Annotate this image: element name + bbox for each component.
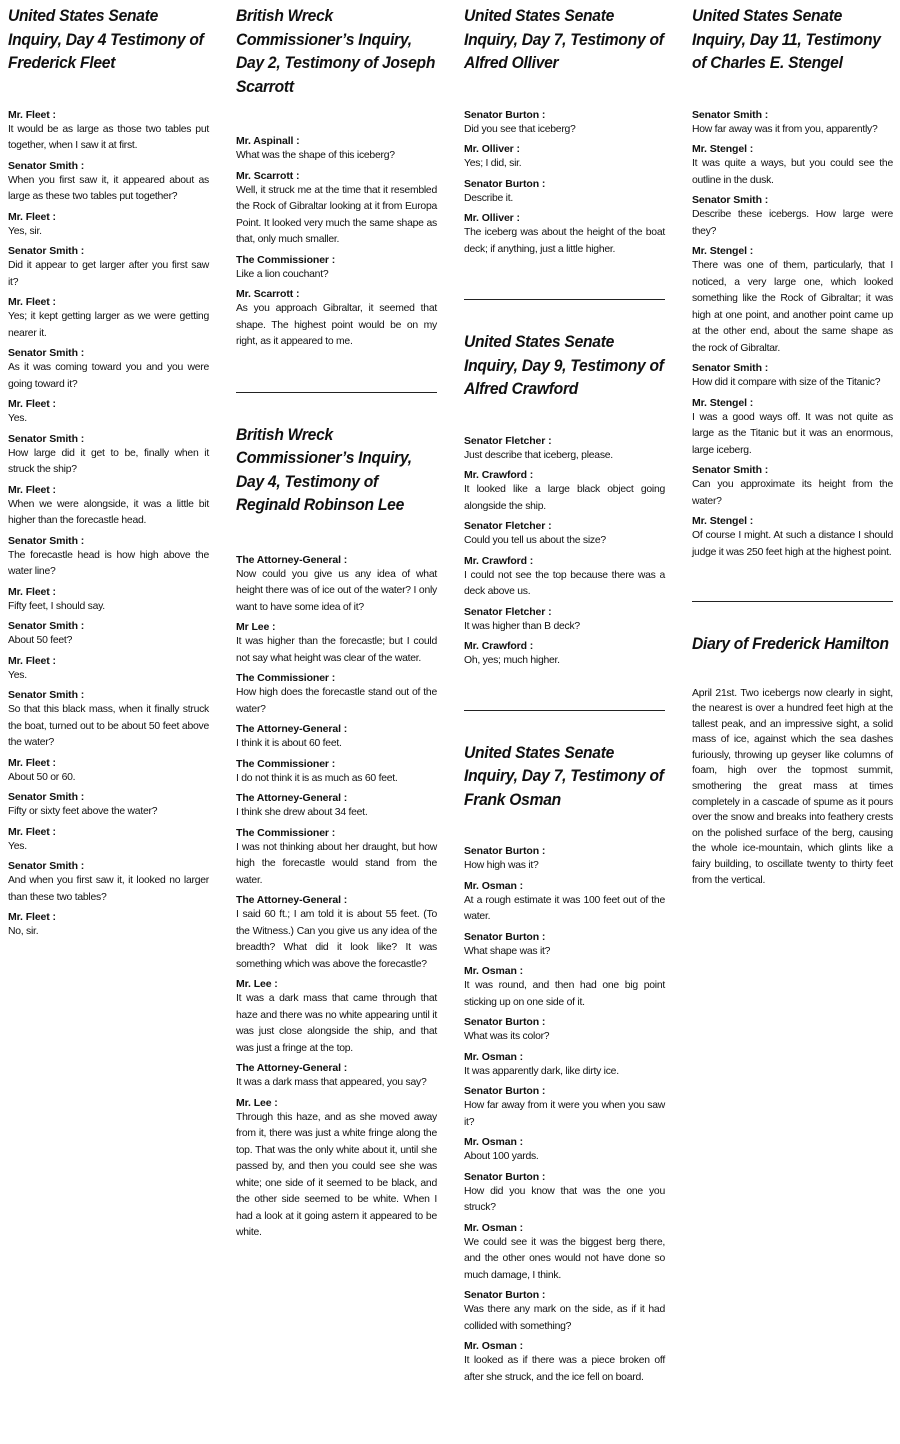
speaker-label: Mr. Stengel : xyxy=(692,396,754,409)
speaker-label: Mr. Fleet : xyxy=(8,210,56,223)
section-olliver xyxy=(464,4,665,258)
speaker-label: Senator Smith : xyxy=(692,362,769,374)
testimony-text: How high does the forecastle stand out of the water? xyxy=(236,687,437,715)
testimony-text: Well, it struck me at the time that it resembled the Rock of Gibraltar looking at it from Europa Point. It looked very much the same shape as that, only much smaller. xyxy=(236,184,437,245)
section-divider xyxy=(236,392,437,393)
speaker-label: Senator Smith : xyxy=(692,194,769,206)
speaker-label: Senator Burton : xyxy=(464,1289,546,1301)
testimony-text: Of course I might. At such a distance I should judge it was 250 feet high at the highest point. xyxy=(692,530,893,558)
testimony-text: About 50 or 60. xyxy=(8,771,76,783)
speaker-label: Mr. Crawford : xyxy=(464,554,534,567)
testimony-text: What shape was it? xyxy=(464,945,551,957)
column-4 xyxy=(692,4,893,888)
speaker-label: Senator Smith : xyxy=(8,689,85,701)
testimony-text: It looked like a large black object going alongside the ship. xyxy=(464,484,665,512)
speaker-label: Mr. Crawford : xyxy=(464,469,534,481)
testimony-text: How far away from it were you when you saw it? xyxy=(464,1100,665,1128)
testimony-text: Just describe that iceberg, please. xyxy=(464,449,613,461)
section-lee xyxy=(236,423,437,1242)
speaker-label: The Attorney-General : xyxy=(236,894,348,906)
section-osman xyxy=(464,741,665,1387)
testimony-text: About 100 yards. xyxy=(464,1151,539,1162)
section-title: United States Senate Inquiry, Day 7, Testimony of Frank Osman xyxy=(464,742,664,809)
testimony-text: How high was it? xyxy=(464,860,539,871)
section-title: United States Senate Inquiry, Day 7, Testimony of Alfred Olliver xyxy=(464,6,664,72)
speaker-label: The Commissioner : xyxy=(236,757,336,770)
testimony-text: It was quite a ways, but you could see the outline in the dusk. xyxy=(692,158,893,186)
testimony-text: Yes. xyxy=(8,669,27,681)
column-1 xyxy=(8,4,209,941)
speaker-label: Mr. Olliver : xyxy=(464,212,520,224)
testimony-text: So that this black mass, when it finally struck the boat, turned out to be about 50 feet above the water? xyxy=(8,704,209,748)
testimony-text: It was a dark mass that came through that haze and there was no white appearing until it was just close alongside the ship, and that was just a fringe at the top. xyxy=(236,993,437,1054)
speaker-label: Mr. Fleet : xyxy=(8,585,56,598)
column-2 xyxy=(236,4,437,1242)
testimony-text: We could see it was the biggest berg there, and the other ones would not have done so much damage, I think. xyxy=(464,1236,665,1281)
testimony-text: How far away was it from you, apparently? xyxy=(692,123,878,135)
speaker-label: Mr. Osman : xyxy=(464,1050,523,1063)
speaker-label: Mr. Fleet : xyxy=(8,911,56,923)
testimony-text: Was there any mark on the side, as if it had collided with something? xyxy=(464,1304,665,1332)
section-stengel xyxy=(692,4,893,561)
speaker-label: Mr. Fleet : xyxy=(8,756,56,769)
dialogue xyxy=(236,135,437,351)
testimony-text: And when you first saw it, it looked no larger than these two tables? xyxy=(8,875,209,903)
testimony-text: Yes; it kept getting larger as we were getting nearer it. xyxy=(8,311,209,339)
speaker-label: Mr. Osman : xyxy=(464,879,523,892)
testimony-text: What was its color? xyxy=(464,1031,550,1042)
testimony-text: How large did it get to be, finally when it struck the ship? xyxy=(8,447,209,475)
speaker-label: Senator Smith : xyxy=(692,464,769,476)
section-hamilton xyxy=(692,632,893,888)
speaker-label: Senator Smith : xyxy=(8,791,85,803)
section-title: United States Senate Inquiry, Day 11, Testimony of Charles E. Stengel xyxy=(692,6,881,72)
speaker-label: Mr. Stengel : xyxy=(692,245,754,257)
testimony-text: When we were alongside, it was a little bit higher than the forecastle head. xyxy=(8,498,209,526)
testimony-text: It was higher than B deck? xyxy=(464,620,580,632)
speaker-label: Mr. Fleet : xyxy=(8,108,56,121)
speaker-label: Mr. Aspinall : xyxy=(236,135,300,147)
speaker-label: The Attorney-General : xyxy=(236,553,348,566)
testimony-text: No, sir. xyxy=(8,926,39,937)
testimony-text: As you approach Gibraltar, it seemed that shape. The highest point would be on my right, as it appeared to me. xyxy=(236,303,437,347)
speaker-label: Mr. Osman : xyxy=(464,965,523,977)
speaker-label: The Attorney-General : xyxy=(236,723,348,735)
testimony-text: Oh, yes; much higher. xyxy=(464,655,560,666)
testimony-text: It looked as if there was a piece broken off after she struck, and the ice fell on board. xyxy=(464,1355,665,1383)
column-3 xyxy=(464,4,665,1386)
testimony-text: It was round, and then had one big point sticking up on one side of it. xyxy=(464,980,665,1008)
testimony-text: Did it appear to get larger after you first saw it? xyxy=(8,260,209,288)
speaker-label: Mr. Scarrott : xyxy=(236,288,300,300)
dialogue xyxy=(692,109,893,562)
speaker-label: Senator Burton : xyxy=(464,845,546,857)
speaker-label: Senator Fletcher : xyxy=(464,520,552,532)
testimony-text: As it was coming toward you and you were going toward it? xyxy=(8,362,209,390)
testimony-text: I said 60 ft.; I am told it is about 55 feet. (To the Witness.) Can you give us any idea of the breadth? What did it look like? It was something which was above the forecastle? xyxy=(236,909,437,970)
testimony-text: Yes, sir. xyxy=(8,225,42,237)
testimony-text: The forecastle head is how high above the water line? xyxy=(8,549,209,577)
speaker-label: Senator Smith : xyxy=(8,159,85,172)
section-title: Diary of Frederick Hamilton xyxy=(692,634,889,653)
speaker-label: Senator Smith : xyxy=(8,860,85,872)
testimony-text: Yes. xyxy=(8,840,27,852)
testimony-text: Describe these icebergs. How large were they? xyxy=(692,209,893,237)
testimony-text: I was a good ways off. It was not quite as large as the Titanic but it was an enormous, large iceberg. xyxy=(692,411,893,456)
testimony-text: Now could you give us any idea of what height there was of ice out of the water? I only want to have some idea of it? xyxy=(236,568,437,613)
testimony-text: How did it compare with size of the Titanic? xyxy=(692,377,881,388)
section-divider xyxy=(464,710,665,711)
section-crawford xyxy=(464,330,665,670)
speaker-label: Mr. Osman : xyxy=(464,1221,523,1234)
speaker-label: Senator Burton : xyxy=(464,108,546,121)
testimony-text: When you first saw it, it appeared about as large as these two tables put together? xyxy=(8,174,209,202)
speaker-label: Mr. Fleet : xyxy=(8,296,56,308)
testimony-text: Yes; I did, sir. xyxy=(464,158,522,169)
section-title: British Wreck Commissioner’s Inquiry, Day 2, Testimony of Joseph Scarrott xyxy=(236,6,436,96)
testimony-text: Can you approximate its height from the water? xyxy=(692,479,893,507)
speaker-label: The Commissioner : xyxy=(236,826,336,839)
speaker-label: Senator Smith : xyxy=(8,347,85,359)
speaker-label: Mr. Fleet : xyxy=(8,398,56,410)
testimony-text: There was one of them, particularly, that I noticed, a very large one, which looked something like the Rock of Gibraltar; it was high at one point, and another point came up at the other end, about the same shape as the rock of Gibraltar. xyxy=(692,260,893,354)
dialogue xyxy=(464,435,665,670)
testimony-text: Through this haze, and as she moved away from it, there was just a white fringe along the top. That was the only white about it, until she passed by, and then you could see she was white; one side of it seemed to be black, and the other side seemed to be white. When I had a look at it going astern it appeared to be white. xyxy=(236,1111,437,1238)
speaker-label: Mr. Olliver : xyxy=(464,143,520,155)
speaker-label: The Attorney-General : xyxy=(236,1062,348,1074)
speaker-label: Senator Smith : xyxy=(8,534,85,547)
testimony-text: I could not see the top because there was a deck above us. xyxy=(464,569,665,597)
testimony-text: About 50 feet? xyxy=(8,635,73,646)
speaker-label: Mr. Osman : xyxy=(464,1136,523,1148)
testimony-text: Did you see that iceberg? xyxy=(464,123,576,135)
testimony-text: It was higher than the forecastle; but I could not say what height was clear of the water. xyxy=(236,636,437,664)
testimony-text: Fifty feet, I should say. xyxy=(8,600,105,612)
dialogue xyxy=(236,554,437,1242)
testimony-text: The iceberg was about the height of the boat deck; if anything, just a little higher. xyxy=(464,227,665,255)
speaker-label: The Commissioner : xyxy=(236,253,336,266)
speaker-label: Senator Burton : xyxy=(464,930,546,943)
speaker-label: Mr. Lee : xyxy=(236,978,278,990)
speaker-label: Mr. Fleet : xyxy=(8,825,56,838)
speaker-label: Mr. Fleet : xyxy=(8,654,56,667)
testimony-text: Describe it. xyxy=(464,192,513,204)
speaker-label: Senator Smith : xyxy=(692,108,769,121)
testimony-text: It was a dark mass that appeared, you say? xyxy=(236,1077,427,1088)
testimony-text: How did you know that was the one you struck? xyxy=(464,1185,665,1213)
speaker-label: Senator Smith : xyxy=(8,432,85,445)
section-title: British Wreck Commissioner’s Inquiry, Day 4, Testimony of Reginald Robinson Lee xyxy=(236,424,412,514)
speaker-label: Senator Burton : xyxy=(464,1170,546,1183)
speaker-label: Mr. Stengel : xyxy=(692,143,754,155)
speaker-label: Senator Fletcher : xyxy=(464,434,552,447)
section-title: United States Senate Inquiry, Day 4 Testimony of Frederick Fleet xyxy=(8,6,204,72)
speaker-label: The Attorney-General : xyxy=(236,792,348,804)
testimony-text: What was the shape of this iceberg? xyxy=(236,150,395,161)
testimony-text: At a rough estimate it was 100 feet out of the water. xyxy=(464,894,665,922)
speaker-label: Mr. Scarrott : xyxy=(236,169,300,182)
testimony-text: I do not think it is as much as 60 feet. xyxy=(236,772,398,784)
testimony-text: It was apparently dark, like dirty ice. xyxy=(464,1065,619,1077)
testimony-text: Like a lion couchant? xyxy=(236,268,329,280)
dialogue xyxy=(8,109,209,941)
speaker-label: Senator Smith : xyxy=(8,620,85,632)
speaker-label: The Commissioner : xyxy=(236,672,336,684)
speaker-label: Mr. Fleet : xyxy=(8,483,56,496)
speaker-label: Senator Smith : xyxy=(8,245,85,257)
testimony-text: Yes. xyxy=(8,413,27,424)
speaker-label: Senator Fletcher : xyxy=(464,605,552,618)
testimony-text: It would be as large as those two tables put together, when I saw it at first. xyxy=(8,123,209,151)
testimony-text: Could you tell us about the size? xyxy=(464,535,606,546)
section-divider xyxy=(464,299,665,300)
section-divider xyxy=(692,601,893,602)
speaker-label: Senator Burton : xyxy=(464,1085,546,1097)
section-scarrott xyxy=(236,4,437,351)
speaker-label: Mr. Stengel : xyxy=(692,515,754,527)
diary-paragraph: April 21st. Two icebergs now clearly in sight, the nearest is over a hundred feet high at the tallest peak, and an impressive sight, a solid mass of ice, against which the sea dashes furiously, throwing up geyser like columns of foam, high over the topmost summit, smothering the great mass at times completely in a cascade of spume as it pours over the snow and breaks into feathery crests on the polished surface of the berg, causing the whole ice-mountain, which glints like a fairy building, to oscillate twenty to thirty feet from the vertical. xyxy=(692,687,893,886)
testimony-text: I think she drew about 34 feet. xyxy=(236,807,368,818)
speaker-label: Mr Lee : xyxy=(236,621,276,633)
testimony-text: I was not thinking about her draught, but how high the forecastle would stand from the water. xyxy=(236,841,437,886)
section-fleet xyxy=(8,4,209,941)
speaker-label: Senator Burton : xyxy=(464,177,546,190)
dialogue xyxy=(464,845,665,1386)
speaker-label: Mr. Lee : xyxy=(236,1096,278,1109)
testimony-text: Fifty or sixty feet above the water? xyxy=(8,806,158,817)
speaker-label: Mr. Osman : xyxy=(464,1340,523,1352)
testimony-text: I think it is about 60 feet. xyxy=(236,738,342,749)
dialogue xyxy=(464,109,665,259)
section-title: United States Senate Inquiry, Day 9, Testimony of Alfred Crawford xyxy=(464,332,664,398)
speaker-label: Senator Burton : xyxy=(464,1016,546,1028)
speaker-label: Mr. Crawford : xyxy=(464,640,534,652)
